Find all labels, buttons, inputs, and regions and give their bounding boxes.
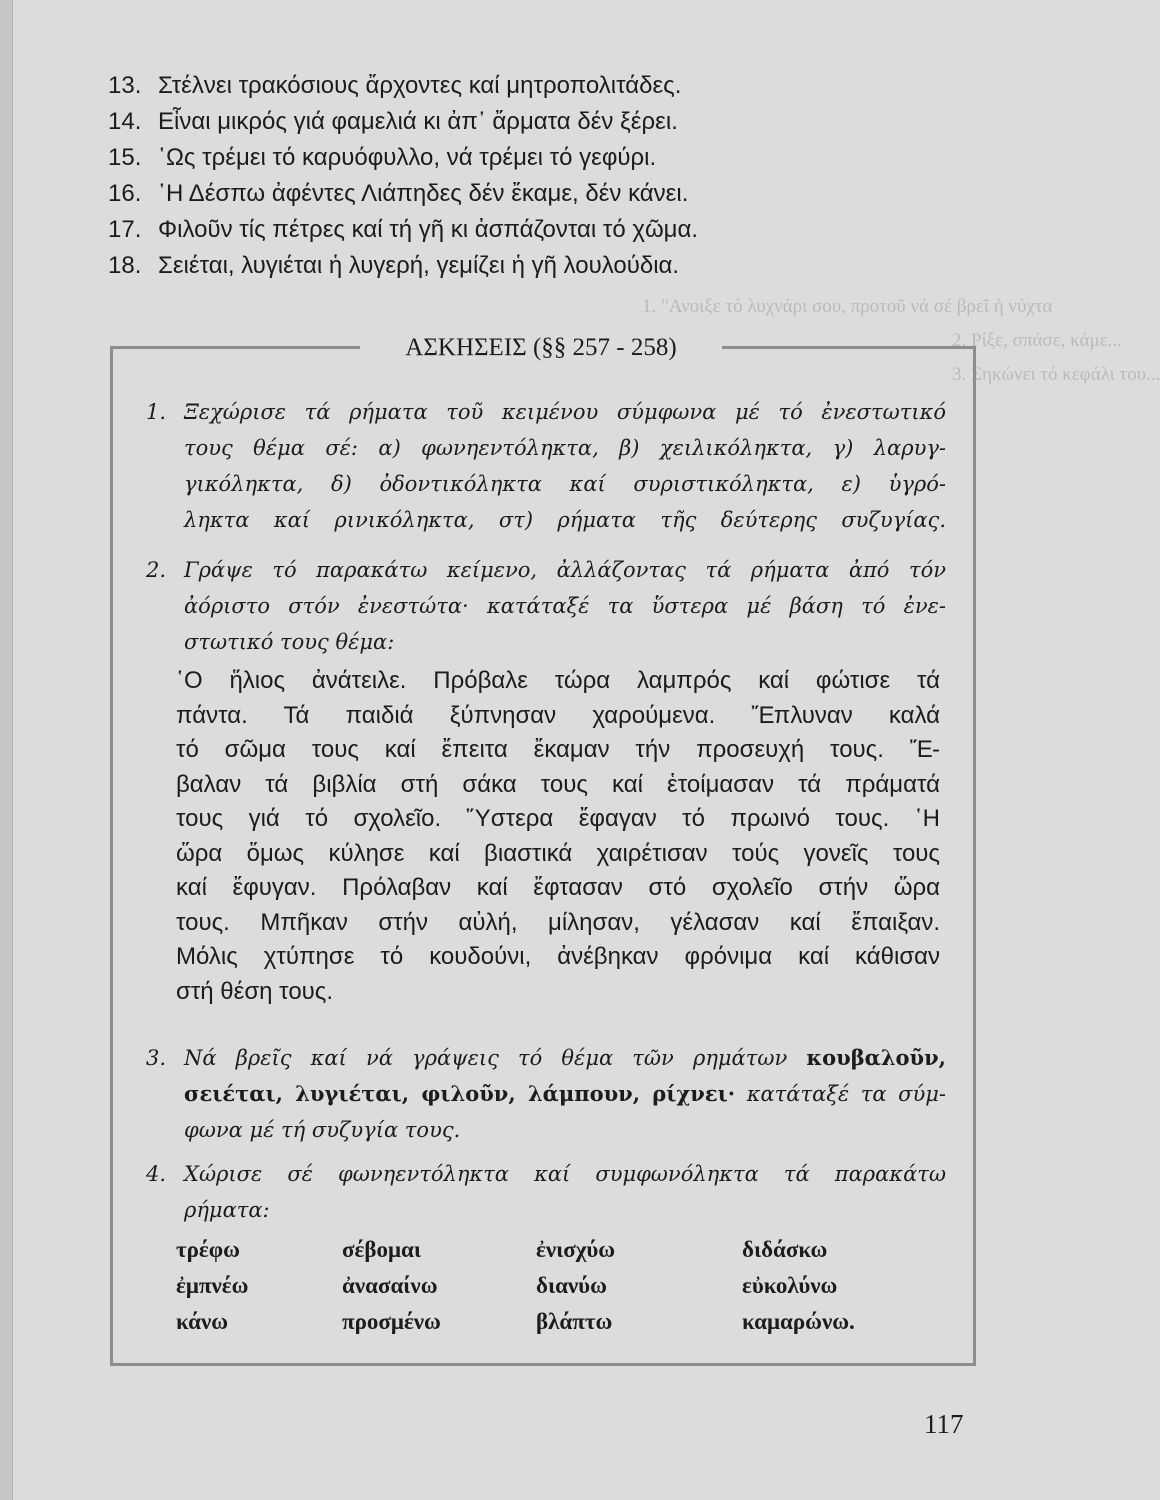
verb-cell: καμαρώνω. [742,1309,855,1334]
list-item [108,68,1008,104]
line-number: 16. [108,180,142,207]
passage-line: πάντα. Τά παιδιά ξύπνησαν χαρούμενα. Ἔπλυναν καλά [176,701,940,729]
passage-line: τους γιά τό σχολεῖο. Ὕστερα ἔφαγαν τό πρωινό τους. ῾Η [176,805,940,832]
line-number: 18. [108,252,142,279]
verb-cell: ἐνισχύω [536,1237,616,1262]
numbered-verse-list [108,68,1008,284]
passage-line: τους. Μπῆκαν στήν αὐλή, μίλησαν, γέλασαν καί ἔπαιξαν. [176,908,940,936]
exercise-bold-verbs: σειέται, λυγιέται, φιλοῦν, λάμπουν, ρίχνει· [184,1081,736,1106]
verb-cell: ἐμπνέω [176,1273,249,1298]
verb-cell: ἀνασαίνω [342,1273,438,1298]
exercise-line [146,394,946,430]
exercise-line: στωτικό τους θέμα: [184,630,395,654]
exercise-text: Ξεχώρισε τά ρήματα τοῦ κειμένου σύμφωνα μέ τό ἐνεστωτικό [184,400,946,424]
page-binding-edge [0,0,13,1500]
verb-cell: κάνω [176,1309,229,1334]
exercise-line: ρήματα: [184,1198,270,1222]
verb-cell: διανύω [536,1273,607,1298]
bleed-line: 1. "Ανοιξε τό λυχνάρι σου, προτοῦ νά σέ βρεῖ ἡ νύχτα [642,296,1053,317]
exercise-3 [146,1040,946,1148]
exercise-line [146,1076,946,1112]
passage-line: ῾Ο ἥλιος ἀνάτειλε. Πρόβαλε τώρα λαμπρός καί φώτισε τά [176,667,940,694]
exercise-line: τους θέμα σέ: α) φωνηεντόληκτα, β) χειλικόληκτα, γ) λαρυγ- [184,436,946,460]
line-number: 14. [108,108,142,135]
exercise-2-passage [176,664,940,1009]
verb-cell: βλάπτω [536,1309,613,1334]
exercise-text: Νά βρεῖς καί νά γράψεις τό θέμα τῶν ρημάτων [184,1046,807,1070]
passage-line: καί ἔφυγαν. Πρόλαβαν καί ἔφτασαν στό σχολεῖο στήν ὥρα [176,874,940,901]
line-text: Φιλοῦν τίς πέτρες καί τή γῆ κι ἀσπάζονται τό χῶμα. [158,216,699,243]
table-row [176,1268,936,1304]
exercise-2 [146,552,946,660]
exercise-text: Χώρισε σέ φωνηεντόληκτα καί συμφωνόληκτα τά παρακάτω [184,1162,946,1186]
page-number: 117 [924,1409,964,1439]
line-text: ῾Η Δέσπω ἀφέντες Λιάπηδες δέν ἔκαμε, δέν κάνει. [158,180,689,207]
bleed-line: 3. Σηκώνει τό κεφάλι του... [952,364,1160,385]
line-number: 13. [108,72,142,99]
bleed-line: 2. Ρίξε, σπάσε, κάμε... [952,330,1122,351]
exercise-text: Γράψε τό παρακάτω κείμενο, ἀλλάζοντας τά ρήματα ἀπό τόν [184,558,946,582]
exercise-number: 1. [146,400,167,424]
line-number: 17. [108,216,142,243]
exercises-title: ΑΣΚΗΣΕΙΣ (§§ 257 - 258) [405,334,677,361]
table-row [176,1232,936,1268]
verb-cell: διδάσκω [742,1237,828,1262]
exercise-line: ληκτα καί ρινικόληκτα, στ) ρήματα τῆς δεύτερης συζυγίας. [184,508,946,532]
passage-line: Μόλις χτύπησε τό κουδούνι, ἀνέβηκαν φρόνιμα καί κάθισαν [176,943,940,970]
list-item [108,104,1008,140]
exercise-line: ἀόριστο στόν ἐνεστώτα· κατάταξέ τα ὕστερα μέ βάση τό ἐνε- [184,594,946,618]
line-text: Σειέται, λυγιέται ἡ λυγερή, γεμίζει ἡ γῆ λουλούδια. [158,252,680,279]
line-number: 15. [108,144,142,171]
line-text: Εἶναι μικρός γιά φαμελιά κι ἀπ᾽ ἄρματα δέν ξέρει. [158,108,678,135]
passage-line: βαλαν τά βιβλία στή σάκα τους καί ἑτοίμασαν τά πράματά [176,770,940,798]
line-text: Στέλνει τρακόσιους ἄρχοντες καί μητροπολιτάδες. [158,72,682,99]
exercise-line [146,1156,946,1192]
line-text: ῾Ως τρέμει τό καρυόφυλλο, νά τρέμει τό γεφύρι. [158,144,657,171]
list-item [108,212,1008,248]
passage-line: στή θέση τους. [176,977,334,1005]
verb-table [176,1232,936,1340]
exercise-line [146,1040,946,1076]
exercise-4 [146,1156,946,1228]
table-row [176,1304,936,1340]
exercise-number: 4. [146,1162,167,1186]
verb-cell: προσμένω [342,1309,441,1334]
passage-line: ὥρα ὅμως κύλησε καί βιαστικά χαιρέτισαν τούς γονεῖς τους [176,839,940,867]
exercise-line [146,552,946,588]
exercise-number: 3. [146,1046,167,1070]
passage-line: τό σῶμα τους καί ἔπειτα ἔκαμαν τήν προσευχή τους. Ἔ- [176,736,940,763]
verb-cell: εὐκολύνω [742,1273,838,1298]
list-item [108,176,1008,212]
exercise-text: κατάταξέ τα σύμ- [735,1082,946,1106]
exercise-line: φωνα μέ τή συζυγία τους. [184,1118,461,1142]
exercise-line: γικόληκτα, δ) ὀδοντικόληκτα καί συριστικόληκτα, ε) ὑγρό- [184,472,946,496]
list-item [108,248,1008,284]
exercise-number: 2. [146,558,167,582]
verb-cell: σέβομαι [342,1237,421,1262]
list-item [108,140,1008,176]
exercise-1 [146,394,946,538]
verb-cell: τρέφω [176,1237,240,1262]
exercise-bold-verbs: κουβαλοῦν, [806,1045,946,1070]
